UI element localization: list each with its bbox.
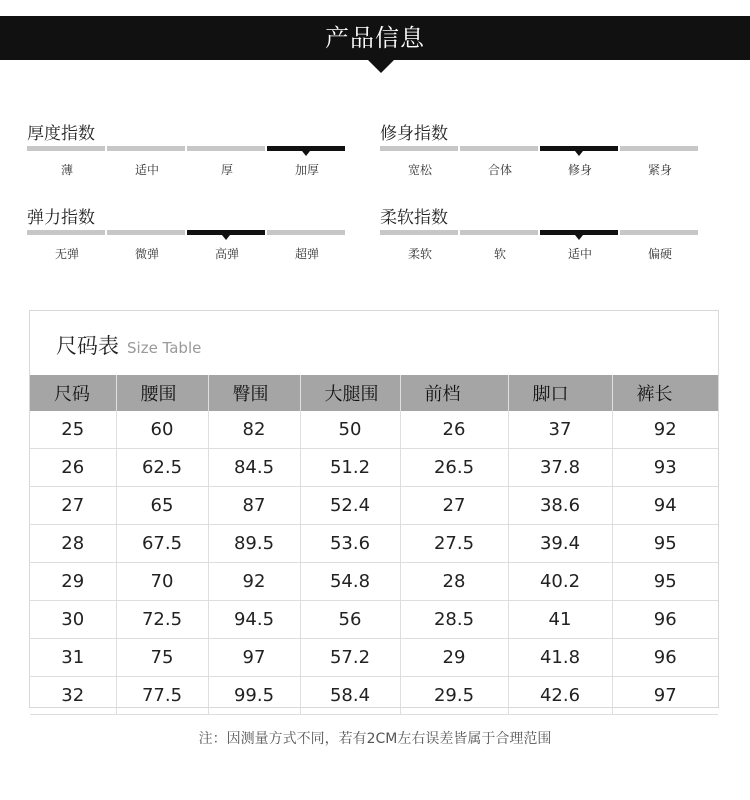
size-table-subtitle: Size Table <box>127 339 202 357</box>
index-title: 柔软指数 <box>380 208 448 228</box>
index-option: 偏硬 <box>647 247 672 261</box>
table-cell: 94 <box>612 487 718 525</box>
table-cell: 29 <box>400 639 508 677</box>
table-cell: 89.5 <box>208 525 300 563</box>
table-cell: 70 <box>116 563 208 601</box>
index-scale-bar <box>380 146 700 151</box>
table-cell: 38.6 <box>508 487 612 525</box>
table-cell: 27 <box>400 487 508 525</box>
index-option: 微弹 <box>134 247 159 261</box>
table-cell: 37 <box>508 411 612 449</box>
index-option: 加厚 <box>294 163 319 177</box>
banner-pointer <box>368 60 394 73</box>
table-cell: 42.6 <box>508 677 612 715</box>
index-title: 厚度指数 <box>27 124 95 144</box>
table-row <box>30 411 718 449</box>
index-segment <box>620 230 698 235</box>
table-cell: 95 <box>612 563 718 601</box>
header-banner <box>0 16 750 60</box>
table-cell: 25 <box>30 411 116 449</box>
index-option: 厚 <box>220 163 233 177</box>
table-cell: 58.4 <box>300 677 400 715</box>
table-cell: 29.5 <box>400 677 508 715</box>
table-row <box>30 639 718 677</box>
table-cell: 57.2 <box>300 639 400 677</box>
index-softness <box>380 206 700 265</box>
index-title: 修身指数 <box>380 124 448 144</box>
page-title: 产品信息 <box>325 24 425 52</box>
size-table <box>30 375 718 715</box>
table-cell: 67.5 <box>116 525 208 563</box>
index-scale-bar <box>380 230 700 235</box>
table-cell: 99.5 <box>208 677 300 715</box>
table-cell: 92 <box>208 563 300 601</box>
table-cell: 52.4 <box>300 487 400 525</box>
table-cell: 50 <box>300 411 400 449</box>
table-cell: 75 <box>116 639 208 677</box>
index-option: 无弹 <box>54 247 79 261</box>
table-row <box>30 601 718 639</box>
index-segment <box>460 146 538 151</box>
index-option: 适中 <box>567 247 592 261</box>
index-segment <box>460 230 538 235</box>
table-cell: 82 <box>208 411 300 449</box>
table-cell: 27 <box>30 487 116 525</box>
table-cell: 41 <box>508 601 612 639</box>
table-cell: 56 <box>300 601 400 639</box>
column-header: 尺码 <box>30 375 116 411</box>
table-cell: 53.6 <box>300 525 400 563</box>
table-cell: 41.8 <box>508 639 612 677</box>
table-cell: 97 <box>208 639 300 677</box>
index-thickness <box>27 122 347 181</box>
index-option: 适中 <box>134 163 159 177</box>
table-cell: 96 <box>612 639 718 677</box>
index-option: 合体 <box>487 163 512 177</box>
table-cell: 96 <box>612 601 718 639</box>
index-segment <box>267 230 345 235</box>
column-header: 裤长 <box>612 375 718 411</box>
column-header: 腰围 <box>116 375 208 411</box>
table-cell: 29 <box>30 563 116 601</box>
index-option: 宽松 <box>407 163 432 177</box>
table-row <box>30 677 718 715</box>
table-row <box>30 525 718 563</box>
column-header: 脚口 <box>508 375 612 411</box>
index-option: 软 <box>493 247 506 261</box>
size-table-title: 尺码表 <box>56 334 119 358</box>
table-cell: 84.5 <box>208 449 300 487</box>
index-option: 修身 <box>567 163 592 177</box>
table-cell: 26 <box>30 449 116 487</box>
table-cell: 51.2 <box>300 449 400 487</box>
index-segment <box>107 146 185 151</box>
table-cell: 26 <box>400 411 508 449</box>
table-cell: 28 <box>400 563 508 601</box>
table-cell: 94.5 <box>208 601 300 639</box>
index-segment <box>107 230 185 235</box>
index-option: 薄 <box>60 163 73 177</box>
measurement-note: 注：因测量方式不同，若有2CM左右误差皆属于合理范围 <box>198 731 552 747</box>
size-table-heading <box>56 331 201 361</box>
index-pointer-icon <box>222 235 230 240</box>
table-cell: 93 <box>612 449 718 487</box>
table-cell: 54.8 <box>300 563 400 601</box>
table-cell: 92 <box>612 411 718 449</box>
column-header: 前档 <box>400 375 508 411</box>
index-segment <box>380 146 458 151</box>
index-scale-bar <box>27 230 347 235</box>
table-row <box>30 563 718 601</box>
table-cell: 31 <box>30 639 116 677</box>
index-fit <box>380 122 700 181</box>
table-cell: 72.5 <box>116 601 208 639</box>
table-cell: 28 <box>30 525 116 563</box>
table-cell: 39.4 <box>508 525 612 563</box>
index-pointer-icon <box>575 235 583 240</box>
table-row <box>30 487 718 525</box>
column-header: 大腿围 <box>300 375 400 411</box>
index-pointer-icon <box>302 151 310 156</box>
table-cell: 87 <box>208 487 300 525</box>
table-header-row <box>30 375 718 411</box>
size-table-card <box>29 310 719 708</box>
table-cell: 62.5 <box>116 449 208 487</box>
table-cell: 60 <box>116 411 208 449</box>
index-option: 柔软 <box>407 247 432 261</box>
index-segment <box>380 230 458 235</box>
index-segment <box>187 146 265 151</box>
table-cell: 37.8 <box>508 449 612 487</box>
table-cell: 97 <box>612 677 718 715</box>
index-scale-bar <box>27 146 347 151</box>
index-title: 弹力指数 <box>27 208 95 228</box>
index-segment <box>27 230 105 235</box>
table-cell: 26.5 <box>400 449 508 487</box>
index-option: 超弹 <box>294 247 319 261</box>
index-segment <box>620 146 698 151</box>
index-segment <box>27 146 105 151</box>
table-row <box>30 449 718 487</box>
column-header: 臀围 <box>208 375 300 411</box>
index-option: 高弹 <box>214 247 239 261</box>
table-cell: 28.5 <box>400 601 508 639</box>
index-pointer-icon <box>575 151 583 156</box>
table-cell: 77.5 <box>116 677 208 715</box>
table-cell: 27.5 <box>400 525 508 563</box>
table-cell: 95 <box>612 525 718 563</box>
index-option: 紧身 <box>647 163 672 177</box>
index-elasticity <box>27 206 347 265</box>
table-cell: 65 <box>116 487 208 525</box>
table-cell: 30 <box>30 601 116 639</box>
table-cell: 40.2 <box>508 563 612 601</box>
table-cell: 32 <box>30 677 116 715</box>
